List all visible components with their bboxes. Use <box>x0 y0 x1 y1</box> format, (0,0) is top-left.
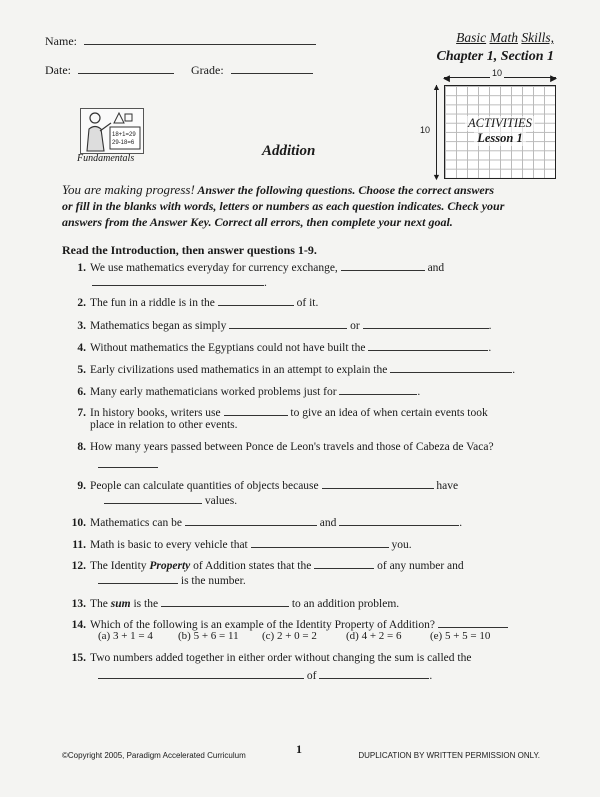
question-number: 2. <box>77 297 86 309</box>
question-text: of it. <box>296 297 319 309</box>
question-2 <box>70 293 318 311</box>
instructions-line: or fill in the blanks with words, letters or numbers as each question indicates. Check your <box>62 199 505 213</box>
question-number: 7. <box>77 407 86 419</box>
option-d: (d) 4 + 2 = 6 <box>346 630 402 642</box>
question-4 <box>70 338 491 356</box>
duplication-notice: DUPLICATION BY WRITTEN PERMISSION ONLY. <box>358 751 540 760</box>
answer-field[interactable] <box>251 535 389 548</box>
question-number: 6. <box>77 386 86 398</box>
question-emphasis: sum <box>110 598 131 610</box>
question-1-cont <box>92 273 267 291</box>
arrow-left-icon: ◀ <box>443 73 450 83</box>
question-text: . <box>417 386 421 398</box>
question-3 <box>70 316 491 334</box>
answer-field[interactable] <box>224 403 288 416</box>
question-text: . <box>488 320 492 332</box>
option-e: (e) 5 + 5 = 10 <box>430 630 491 642</box>
answer-field[interactable] <box>339 382 417 395</box>
question-number: 1. <box>77 262 86 274</box>
arrow-right-icon: ▶ <box>550 73 557 83</box>
question-text: or <box>350 320 360 332</box>
question-text: Math is basic to every vehicle that <box>90 539 248 551</box>
page-number: 1 <box>296 742 302 756</box>
series-word: Math <box>489 30 518 45</box>
answer-field[interactable] <box>390 360 512 373</box>
question-text: have <box>436 480 459 492</box>
question-text: The <box>90 598 108 610</box>
answer-field[interactable] <box>161 594 289 607</box>
fundamentals-caption: Fundamentals <box>77 153 135 164</box>
answer-field[interactable] <box>438 615 508 628</box>
question-number: 10. <box>71 517 86 529</box>
grid-side-label: 10 <box>420 125 431 135</box>
instructions-line <box>62 182 542 198</box>
answer-field[interactable] <box>98 455 158 468</box>
board-text-line: 29-18=6 <box>112 140 135 146</box>
question-8 <box>70 440 494 455</box>
board-text-line: 18+1=29 <box>112 132 136 138</box>
question-10 <box>70 513 462 531</box>
question-text: Without mathematics the Egyptians could not have built the <box>90 342 366 354</box>
question-text: and <box>319 517 337 529</box>
instructions-lead: You are making progress! <box>62 182 195 197</box>
question-text: values. <box>204 495 238 507</box>
question-text: . <box>264 277 267 289</box>
grid-side-dimension <box>420 82 442 182</box>
instructions-line: answers from the Answer Key. Correct all errors, then complete your next goal. <box>62 215 453 229</box>
question-8-cont <box>98 455 158 473</box>
option-b: (b) 5 + 6 = 11 <box>178 630 239 642</box>
question-emphasis: Property <box>149 560 191 572</box>
question-text: Mathematics can be <box>90 517 182 529</box>
date-field[interactable] <box>78 61 174 74</box>
question-text: . <box>488 342 492 354</box>
grid-top-dimension <box>443 68 557 83</box>
question-number: 8. <box>77 441 86 453</box>
question-text: The fun in a riddle is in the <box>90 297 215 309</box>
question-number: 9. <box>77 480 86 492</box>
instructions-text: Answer the following questions. Choose the correct answers <box>197 183 495 197</box>
page-title: Addition <box>262 143 316 159</box>
date-label: Date: <box>45 63 71 77</box>
question-text: is the number. <box>180 575 246 587</box>
answer-field[interactable] <box>363 316 489 329</box>
chapter-section: Chapter 1, Section 1 <box>436 49 554 64</box>
lesson-label: Lesson 1 <box>474 131 526 146</box>
answer-field[interactable] <box>104 491 202 504</box>
answer-field[interactable] <box>229 316 347 329</box>
question-11 <box>70 535 412 553</box>
question-number: 14. <box>71 619 86 631</box>
dimension-line <box>436 85 437 179</box>
question-number: 13. <box>71 598 86 610</box>
fundamentals-illustration <box>80 108 144 154</box>
date-row <box>45 61 313 78</box>
question-text: Which of the following is an example of the Identity Property of Addition? <box>90 619 435 631</box>
question-7-cont: place in relation to other events. <box>90 419 238 431</box>
answer-field[interactable] <box>322 476 434 489</box>
question-14-options <box>98 629 520 644</box>
question-text: In history books, writers use <box>90 407 221 419</box>
question-text: . <box>429 670 433 682</box>
name-row <box>45 32 316 49</box>
question-number: 15. <box>71 652 86 664</box>
answer-field[interactable] <box>98 666 304 679</box>
option-c: (c) 2 + 0 = 2 <box>262 630 317 642</box>
question-number: 5. <box>77 364 86 376</box>
series-word: Basic <box>456 30 487 45</box>
question-number: 12. <box>71 560 86 572</box>
question-text: . <box>459 517 463 529</box>
answer-field[interactable] <box>319 666 429 679</box>
answer-field[interactable] <box>368 338 488 351</box>
question-text: People can calculate quantities of objects because <box>90 480 319 492</box>
question-13 <box>70 594 399 612</box>
question-text: you. <box>391 539 412 551</box>
activities-label: ACTIVITIES <box>465 116 535 131</box>
question-number: 4. <box>77 342 86 354</box>
question-text: and <box>427 262 445 274</box>
question-text: Early civilizations used mathematics in an attempt to explain the <box>90 364 388 376</box>
answer-field[interactable] <box>339 513 459 526</box>
question-number: 3. <box>77 320 86 332</box>
activities-label-block <box>445 116 555 146</box>
answer-field[interactable] <box>341 258 425 271</box>
question-text: of <box>306 670 317 682</box>
activities-grid <box>444 85 556 179</box>
grade-field[interactable] <box>231 61 313 74</box>
question-text: Mathematics began as simply <box>90 320 227 332</box>
question-number: 11. <box>72 539 86 551</box>
section-heading: Read the Introduction, then answer questions 1-9. <box>62 243 317 257</box>
arrow-down-icon: ▼ <box>432 172 441 182</box>
answer-field[interactable] <box>98 571 178 584</box>
answer-field[interactable] <box>218 293 294 306</box>
question-text: of any number and <box>377 560 464 572</box>
answer-field[interactable] <box>185 513 317 526</box>
option-a: (a) 3 + 1 = 4 <box>98 630 153 642</box>
name-field[interactable] <box>84 32 316 45</box>
question-6 <box>70 382 420 400</box>
question-12-cont <box>98 571 246 589</box>
question-text: Two numbers added together in either order without changing the sum is called the <box>90 652 472 664</box>
question-5 <box>70 360 515 378</box>
copyright: ©Copyright 2005, Paradigm Accelerated Curriculum <box>62 751 246 760</box>
question-text: of Addition states that the <box>193 560 312 572</box>
grid-top-label: 10 <box>492 68 503 78</box>
teacher-icon <box>81 109 143 153</box>
question-text: The Identity <box>90 560 147 572</box>
series-word: Skills, <box>521 30 554 45</box>
question-15 <box>70 651 471 666</box>
question-text: . <box>512 364 516 376</box>
question-text: How many years passed between Ponce de Leon's travels and those of Cabeza de Vaca? <box>90 441 494 453</box>
name-label: Name: <box>45 34 77 48</box>
question-9-cont <box>104 491 237 509</box>
arrow-up-icon: ▲ <box>432 82 441 92</box>
question-text: to an addition problem. <box>291 598 400 610</box>
series-title <box>456 30 554 46</box>
question-text: to give an idea of when certain events took <box>290 407 488 419</box>
answer-field[interactable] <box>92 273 264 286</box>
question-text: We use mathematics everyday for currency exchange, <box>90 262 338 274</box>
question-text: Many early mathematicians worked problems just for <box>90 386 337 398</box>
grade-label: Grade: <box>191 63 224 77</box>
instructions <box>62 182 542 230</box>
answer-field[interactable] <box>314 556 374 569</box>
question-15-cont <box>98 666 432 684</box>
question-text: is the <box>133 598 159 610</box>
